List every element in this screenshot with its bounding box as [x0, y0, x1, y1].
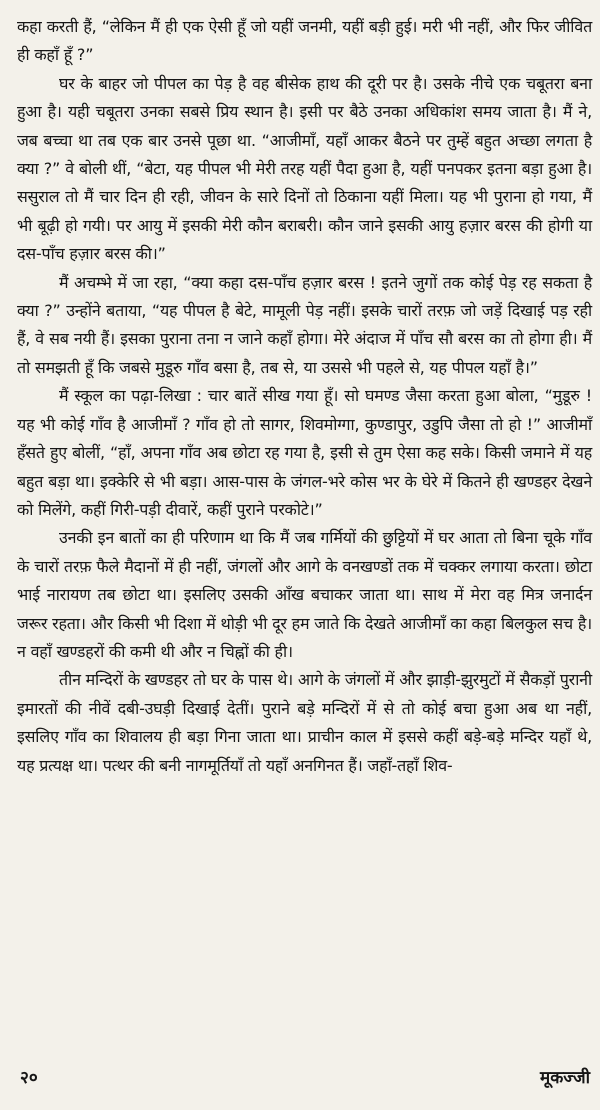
running-title: मूकज्जी — [540, 1068, 590, 1088]
paragraph-2: घर के बाहर जो पीपल का पेड़ है वह बीसेक हाथ की दूरी पर है। उसके नीचे एक चबूतरा बना हुआ है। यही चबूतरा उनका सबसे प्रिय स्थान है। इसी पर बैठे उनका अधिकांश समय जाता है। मैं ने, जब बच्चा था तब एक बार उनसे पूछा था. “आजीमाँ, यहाँ आकर बैठने पर तुम्हें बहुत अच्छा लगता है क्या ?” वे बोली थीं, “बेटा, यह पीपल भी मेरी तरह यहीं पैदा हुआ है, यहीं पनपकर इतना बड़ा हुआ है। ससुराल तो मैं चार दिन ही रही, जीवन के सारे दिनों तो ठिकाना यहीं मिला। यह भी पुराना हो गया, मैं भी बूढ़ी हो गयी। पर आयु में इसकी मेरी कौन बराबरी। कौन जाने इसकी आयु हज़ार बरस की होगी या दस-पाँच हज़ार बरस की।” — [17, 73, 592, 264]
page-footer — [0, 1065, 600, 1088]
paragraph-5: उनकी इन बातों का ही परिणाम था कि मैं जब गर्मियों की छुट्टियों में घर आता तो बिना चूके गाँव के चारों तरफ़ फैले मैदानों में ही नहीं, जंगलों और आगे के वनखण्डों तक में चक्कर लगाया करता। छोटा भाई नारायण तब छोटा था। इसलिए उसकी आँख बचाकर जाता था। साथ में मेरा वह मित्र जनार्दन जरूर रहता। और किसी भी दिशा में थोड़ी भी दूर हम जाते कि देखते आजीमाँ का कहा बिलकुल सच है। न वहाँ खण्डहरों की कमी थी और न चिह्नों की ही। — [17, 528, 592, 661]
paragraph-1: कहा करती हैं, “लेकिन मैं ही एक ऐसी हूँ जो यहीं जनमी, यहीं बड़ी हुई। मरी भी नहीं, और फिर जीवित ही कहाँ हूँ ?” — [17, 17, 592, 65]
page-number: २० — [20, 1068, 38, 1088]
paragraph-4: मैं स्कूल का पढ़ा-लिखा : चार बातें सीख गया हूँ। सो घमण्ड जैसा करता हुआ बोला, “मुडूरु ! यह भी कोई गाँव है आजीमाँ ? गाँव हो तो सागर, शिवमोग्गा, कुण्डापुर, उडुपि जैसा तो हो !” आजीमाँ हँसते हुए बोलीं, “हाँ, अपना गाँव अब छोटा रह गया है, इसी से तुम ऐसा कह सके। किसी जमाने में यह बहुत बड़ा था। इक्केरि से भी बड़ा। आस-पास के जंगल-भरे कोस भर के घेरे में कितने ही खण्डहर देखने को मिलेंगे, कहीं गिरी-पड़ी दीवारें, कहीं पुराने परकोटे।” — [17, 386, 592, 519]
paragraph-6: तीन मन्दिरों के खण्डहर तो घर के पास थे। आगे के जंगलों में और झाड़ी-झुरमुटों में सैकड़ों पुरानी इमारतों की नीवें दबी-उघड़ी दिखाई देतीं। पुराने बड़े मन्दिरों में से तो कोई बचा हुआ अब था नहीं, इसलिए गाँव का शिवालय ही बड़ा गिना जाता था। प्राचीन काल में इससे कहीं बड़े-बड़े मन्दिर यहाँ थे, यह प्रत्यक्ष था। पत्थर की बनी नागमूर्तियाँ तो यहाँ अनगिनत हैं। जहाँ-तहाँ शिव- — [17, 670, 592, 775]
paragraph-3: मैं अचम्भे में जा रहा, “क्या कहा दस-पाँच हज़ार बरस ! इतने जुगों तक कोई पेड़ रह सकता है क्या ?” उन्होंने बताया, “यह पीपल है बेटे, मामूली पेड़ नहीं। इसके चारों तरफ़ जो जड़ें दिखाई पड़ रही हैं, वे सब नयी हैं। इसका पुराना तना न जाने कहाँ होगा। मेरे अंदाज में पाँच सौ बरस का तो होगा ही। मैं तो समझती हूँ कि जबसे मुडूरु गाँव बसा है, तब से, या उससे भी पहले से, यह पीपल यहाँ है।” — [17, 272, 592, 377]
